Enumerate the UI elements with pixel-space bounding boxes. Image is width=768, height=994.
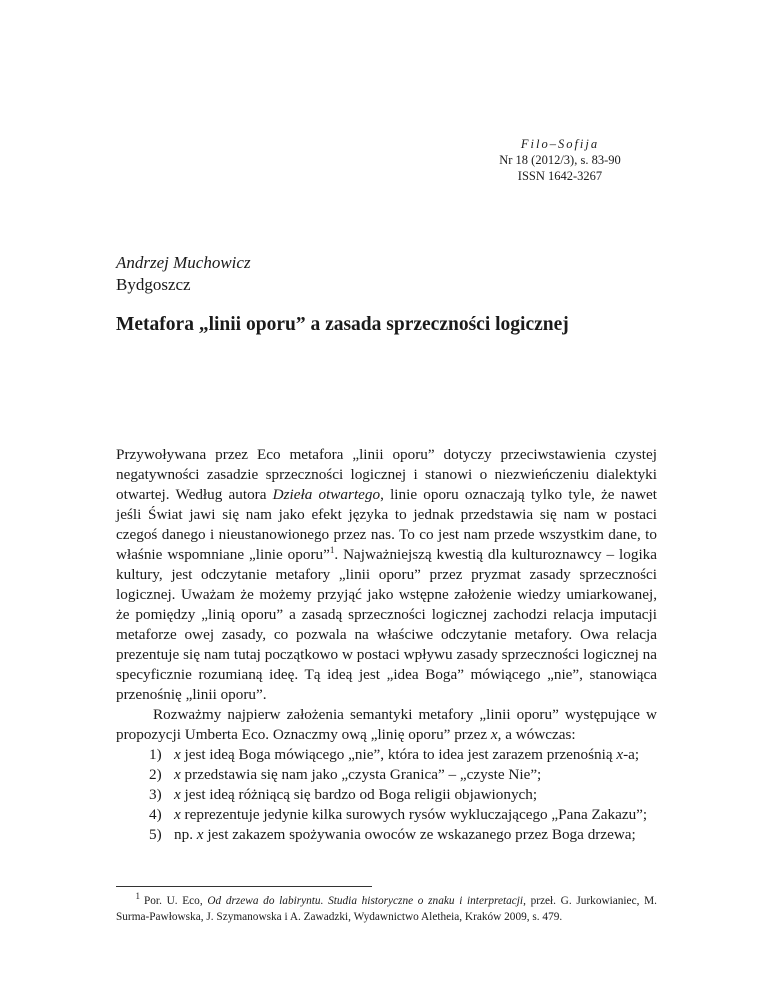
footnote-divider: [116, 886, 372, 887]
list-item: [116, 745, 657, 765]
numbered-list: [116, 745, 657, 845]
list-number: 2): [149, 766, 162, 783]
paragraph-1-text-b: , linie oporu oznaczają tylko tyle, że nawet jeśli Świat jawi się nam jako efekt języka to jednak przedstawia się nam w postaci czegoś danego i nieustanowionego przez nas. To co jest nam przede wszystkim dane, to właśnie wspomniane „linie oporu”: [116, 486, 657, 563]
footnote-mark: 1: [135, 891, 140, 902]
list-item: [116, 785, 657, 805]
list-text: jest ideą różniącą się bardzo od Boga religii objawionych;: [180, 786, 538, 803]
variable-x: x: [196, 826, 204, 843]
footnote-ref[interactable]: 1: [329, 544, 335, 555]
paragraph-1-text-c: . Najważniejszą kwestią dla kulturoznawcy – logika kultury, jest odczytanie metafory „linii oporu” przez pryzmat zasady sprzeczności logicznej. Uważam że możemy przyjąć jako wstępne założenie wiedzy umiarkowanej, że pomiędzy „linią oporu” a zasadą sprzeczności logicznej zachodzi relacja imputacji metaforze owej zasady, co pozwala na właściwe odczytanie metafory. Owa relacja prezentuje się nam tutaj początkowo w postaci wpływu zasady sprzeczności logicznej na specyficznie rozumianą ideę. Tą ideą jest „idea Boga” mówiącego „nie”, stanowiąca przenośnię „linii oporu”.: [116, 546, 658, 703]
paragraph-2-text-a: Rozważmy najpierw założenia semantyki metafory „linii oporu” występujące w propozycji Umberta Eco. Oznaczmy ową „linię oporu” przez: [116, 706, 657, 743]
variable-x: x: [174, 766, 181, 783]
variable-x: x: [490, 726, 498, 743]
variable-x: x: [174, 806, 181, 823]
footnote: [116, 893, 657, 925]
list-number: 4): [149, 806, 162, 823]
list-number: 5): [149, 826, 162, 843]
variable-x: x: [174, 786, 181, 803]
paragraph-2: [116, 705, 657, 745]
author-city: Bydgoszcz: [116, 275, 191, 294]
author-name: Andrzej Muchowicz: [116, 253, 251, 272]
list-item: [116, 765, 657, 785]
list-text: jest zakazem spożywania owoców ze wskazanego przez Boga drzewa;: [203, 826, 636, 843]
footnote-text-a: Por. U. Eco,: [144, 895, 208, 907]
paragraph-1: [116, 445, 657, 705]
list-number: 3): [149, 786, 162, 803]
list-number: 1): [149, 746, 162, 763]
list-tail: -a;: [623, 746, 640, 763]
variable-x: x: [174, 746, 181, 763]
journal-header: [460, 136, 660, 184]
article-title: Metafora „linii oporu” a zasada sprzeczności logicznej: [116, 314, 569, 335]
journal-name: Filo–Sofija: [520, 137, 600, 151]
article-body: [116, 445, 657, 845]
list-item: [116, 825, 657, 845]
list-prefix: np.: [174, 826, 197, 843]
paragraph-1-text-a: Przywoływana przez Eco metafora „linii oporu” dotyczy przeciwstawienia czystej negatywności zasadzie sprzeczności logicznej i stanowi o niezwieńczeniu dialektyki otwartej. Według autora: [116, 446, 657, 503]
journal-issue: Nr 18 (2012/3), s. 83-90: [499, 153, 621, 167]
author-block: [116, 252, 251, 296]
list-item: [116, 805, 657, 825]
list-text: przedstawia się nam jako „czysta Granica” – „czyste Nie”;: [180, 766, 542, 783]
footnote-book-title: Od drzewa do labiryntu. Studia historyczne o znaku i interpretacji: [207, 895, 524, 907]
journal-issn: ISSN 1642-3267: [517, 169, 603, 183]
book-title-italic: Dzieła otwartego: [272, 486, 381, 503]
paragraph-2-text-b: , a wówczas:: [497, 726, 576, 743]
variable-x: x: [616, 746, 624, 763]
list-text: jest ideą Boga mówiącego „nie”, która to idea jest zarazem przenośnią: [180, 746, 617, 763]
list-text: reprezentuje jedynie kilka surowych rysów wykluczającego „Pana Zakazu”;: [180, 806, 648, 823]
footnote-text-b: , przeł. G. Jurkowianiec, M. Surma-Pawłowska, J. Szymanowska i A. Zawadzki, Wydawnictwo Aletheia, Kraków 2009, s. 479.: [116, 895, 657, 923]
